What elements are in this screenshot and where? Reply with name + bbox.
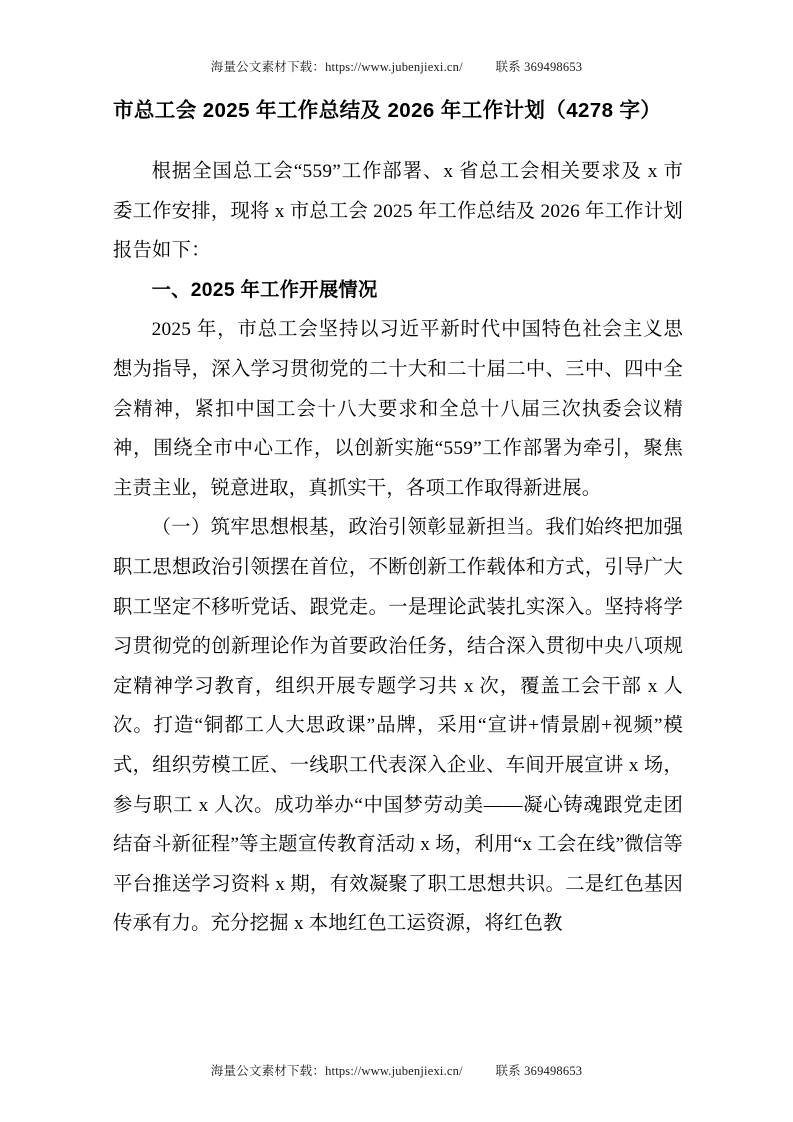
page-title: 市总工会 2025 年工作总结及 2026 年工作计划（4278 字） bbox=[113, 99, 662, 122]
footer-contact-text: 联系 369498653 bbox=[495, 1064, 583, 1078]
header-download-text: 海量公文素材下载：https://www.jubenjiexi.cn/ bbox=[210, 60, 463, 74]
page-header-note bbox=[0, 57, 793, 75]
page-footer-note bbox=[0, 1061, 793, 1079]
paragraph-intro: 根据全国总工会“559”工作部署、x 省总工会相关要求及 x 市委工作安排，现将 x 市总工会 2025 年工作总结及 2026 年工作计划报告如下： bbox=[113, 161, 683, 262]
footer-download-text: 海量公文素材下载：https://www.jubenjiexi.cn/ bbox=[210, 1064, 463, 1078]
paragraph-item-1: （一）筑牢思想根基，政治引领彰显新担当。我们始终把加强职工思想政治引领摆在首位，不断创新工作载体和方式，引导广大职工坚定不移听党话、跟党走。一是理论武装扎实深入。坚持将学习贯彻党的创新理论作为首要政治任务，结合深入贯彻中央八项规定精神学习教育，组织开展专题学习共 x 次，覆盖工会干部 x 人次。打造“铜都工人大思政课”品牌，采用“宣讲+情景剧+视频”模式，组织劳模工匠、一线职工代表深入企业、车间开展宣讲 x 场，参与职工 x 人次。成功举办“中国梦劳动美——凝心铸魂跟党走团结奋斗新征程”等主题宣传教育活动 x 场，利用“x 工会在线”微信等平台推送学习资料 x 期，有效凝聚了职工思想共识。二是红色基因传承有力。充分挖掘 x 本地红色工运资源，将红色教 bbox=[113, 517, 683, 935]
header-contact-text: 联系 369498653 bbox=[495, 60, 583, 74]
document-body bbox=[113, 96, 683, 944]
section-heading-1: 一、2025 年工作开展情况 bbox=[151, 279, 378, 301]
paragraph-2025-overview: 2025 年，市总工会坚持以习近平新时代中国特色社会主义思想为指导，深入学习贯彻党的二十大和二十届二中、三中、四中全会精神，紧扣中国工会十八大要求和全总十八届三次执委会议精神，围绕全市中心工作，以创新实施“559”工作部署为牵引，聚焦主责主业，锐意进取，真抓实干，各项工作取得新进展。 bbox=[113, 319, 683, 499]
